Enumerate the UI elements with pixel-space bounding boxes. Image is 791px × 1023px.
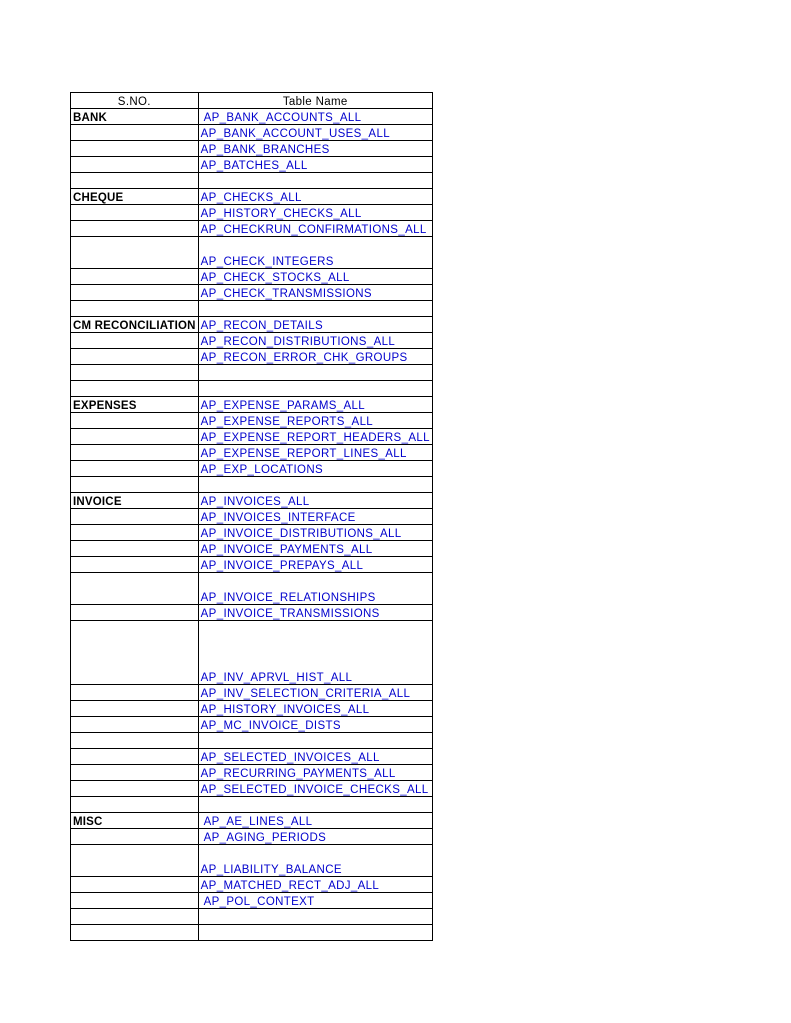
table-name-cell: AP_EXP_LOCATIONS — [198, 461, 432, 477]
table-row — [71, 685, 433, 701]
table-row — [71, 845, 433, 877]
section-cell — [71, 557, 199, 573]
section-cell — [71, 685, 199, 701]
section-cell — [71, 909, 199, 925]
table-name-cell: AP_RECON_ERROR_CHK_GROUPS — [198, 349, 432, 365]
table-row — [71, 157, 433, 173]
table-row — [71, 893, 433, 909]
table-name-header: Table Name — [198, 93, 432, 109]
section-cell — [71, 509, 199, 525]
section-cell — [71, 733, 199, 749]
table-row — [71, 557, 433, 573]
table-row — [71, 573, 433, 605]
table-name-cell — [198, 301, 432, 317]
section-cell — [71, 701, 199, 717]
sno-header: S.NO. — [71, 93, 199, 109]
table-row — [71, 493, 433, 509]
table-name-cell: AP_LIABILITY_BALANCE — [198, 845, 432, 877]
table-row — [71, 925, 433, 941]
section-cell — [71, 877, 199, 893]
section-cell — [71, 525, 199, 541]
table-name-cell: AP_MC_INVOICE_DISTS — [198, 717, 432, 733]
table-name-cell: AP_INV_SELECTION_CRITERIA_ALL — [198, 685, 432, 701]
table-row — [71, 829, 433, 845]
table-row — [71, 365, 433, 381]
table-name-cell: AP_POL_CONTEXT — [198, 893, 432, 909]
table-row — [71, 429, 433, 445]
table-row — [71, 797, 433, 813]
section-cell — [71, 429, 199, 445]
table-name-cell: AP_AGING_PERIODS — [198, 829, 432, 845]
section-cell — [71, 365, 199, 381]
table-row — [71, 813, 433, 829]
table-name-cell: AP_BANK_ACCOUNT_USES_ALL — [198, 125, 432, 141]
table-name-cell: AP_BATCHES_ALL — [198, 157, 432, 173]
section-cell — [71, 621, 199, 685]
table-row — [71, 909, 433, 925]
table-row — [71, 717, 433, 733]
table-row — [71, 141, 433, 157]
table-row — [71, 701, 433, 717]
table-row — [71, 205, 433, 221]
table-row — [71, 525, 433, 541]
section-cell — [71, 413, 199, 429]
table-row — [71, 781, 433, 797]
table-row — [71, 765, 433, 781]
table-name-cell — [198, 909, 432, 925]
section-cell — [71, 925, 199, 941]
table-row — [71, 605, 433, 621]
table-name-cell — [198, 733, 432, 749]
table-row — [71, 509, 433, 525]
section-cell — [71, 477, 199, 493]
section-cell: EXPENSES — [71, 397, 199, 413]
table-name-cell — [198, 173, 432, 189]
section-cell — [71, 349, 199, 365]
table-row — [71, 461, 433, 477]
table-name-cell: AP_RECURRING_PAYMENTS_ALL — [198, 765, 432, 781]
section-cell — [71, 445, 199, 461]
table-name-cell: AP_EXPENSE_REPORTS_ALL — [198, 413, 432, 429]
section-cell — [71, 765, 199, 781]
table-name-cell: AP_INVOICE_PREPAYS_ALL — [198, 557, 432, 573]
section-cell — [71, 845, 199, 877]
table-name-cell: AP_INV_APRVL_HIST_ALL — [198, 621, 432, 685]
section-cell — [71, 381, 199, 397]
section-cell — [71, 285, 199, 301]
table-name-cell: AP_INVOICE_PAYMENTS_ALL — [198, 541, 432, 557]
table-row — [71, 173, 433, 189]
section-cell — [71, 221, 199, 237]
section-cell: BANK — [71, 109, 199, 125]
section-cell — [71, 237, 199, 269]
table-name-cell: AP_HISTORY_CHECKS_ALL — [198, 205, 432, 221]
section-cell — [71, 301, 199, 317]
table-body — [71, 109, 433, 941]
table-name-cell — [198, 797, 432, 813]
table-name-cell — [198, 477, 432, 493]
table-name-cell: AP_INVOICES_ALL — [198, 493, 432, 509]
table-row — [71, 621, 433, 685]
table-row — [71, 269, 433, 285]
table-row — [71, 109, 433, 125]
table-name-cell: AP_CHECKRUN_CONFIRMATIONS_ALL — [198, 221, 432, 237]
section-cell — [71, 781, 199, 797]
table-row — [71, 189, 433, 205]
table-name-cell — [198, 925, 432, 941]
table-name-cell: AP_INVOICE_RELATIONSHIPS — [198, 573, 432, 605]
section-cell: INVOICE — [71, 493, 199, 509]
table-name-cell: AP_INVOICES_INTERFACE — [198, 509, 432, 525]
table-row — [71, 285, 433, 301]
section-cell: CM RECONCILIATION — [71, 317, 199, 333]
table-name-cell: AP_CHECKS_ALL — [198, 189, 432, 205]
table-row — [71, 221, 433, 237]
table-name-cell: AP_CHECK_INTEGERS — [198, 237, 432, 269]
section-cell — [71, 541, 199, 557]
table-name-cell: AP_RECON_DISTRIBUTIONS_ALL — [198, 333, 432, 349]
section-cell — [71, 893, 199, 909]
section-cell — [71, 141, 199, 157]
section-cell — [71, 573, 199, 605]
section-cell — [71, 269, 199, 285]
table-row — [71, 749, 433, 765]
table-name-cell: AP_MATCHED_RECT_ADJ_ALL — [198, 877, 432, 893]
table-row — [71, 125, 433, 141]
table-name-cell: AP_CHECK_TRANSMISSIONS — [198, 285, 432, 301]
table-name-cell: AP_AE_LINES_ALL — [198, 813, 432, 829]
section-cell: CHEQUE — [71, 189, 199, 205]
table-row — [71, 397, 433, 413]
section-cell — [71, 333, 199, 349]
table-row — [71, 477, 433, 493]
table-name-cell: AP_SELECTED_INVOICE_CHECKS_ALL — [198, 781, 432, 797]
table-row — [71, 877, 433, 893]
table-row — [71, 349, 433, 365]
table-list — [70, 92, 433, 941]
table-row — [71, 445, 433, 461]
table-row — [71, 381, 433, 397]
section-cell — [71, 205, 199, 221]
table-name-cell — [198, 381, 432, 397]
table-name-cell: AP_HISTORY_INVOICES_ALL — [198, 701, 432, 717]
header-row — [71, 93, 433, 109]
section-cell — [71, 157, 199, 173]
table-row — [71, 301, 433, 317]
table-row — [71, 237, 433, 269]
table-name-cell: AP_SELECTED_INVOICES_ALL — [198, 749, 432, 765]
section-cell — [71, 125, 199, 141]
section-cell — [71, 749, 199, 765]
section-cell — [71, 717, 199, 733]
section-cell — [71, 797, 199, 813]
table-row — [71, 413, 433, 429]
table-name-cell: AP_BANK_ACCOUNTS_ALL — [198, 109, 432, 125]
section-cell — [71, 829, 199, 845]
table-name-cell: AP_EXPENSE_PARAMS_ALL — [198, 397, 432, 413]
table-name-cell: AP_INVOICE_DISTRIBUTIONS_ALL — [198, 525, 432, 541]
section-cell — [71, 461, 199, 477]
table-name-cell: AP_CHECK_STOCKS_ALL — [198, 269, 432, 285]
table-name-cell: AP_EXPENSE_REPORT_HEADERS_ALL — [198, 429, 432, 445]
table-row — [71, 317, 433, 333]
table-row — [71, 541, 433, 557]
table-name-cell: AP_EXPENSE_REPORT_LINES_ALL — [198, 445, 432, 461]
section-cell: MISC — [71, 813, 199, 829]
table-row — [71, 333, 433, 349]
table-name-cell — [198, 365, 432, 381]
section-cell — [71, 173, 199, 189]
table-row — [71, 733, 433, 749]
table-name-cell: AP_INVOICE_TRANSMISSIONS — [198, 605, 432, 621]
table-name-cell: AP_RECON_DETAILS — [198, 317, 432, 333]
section-cell — [71, 605, 199, 621]
table-name-cell: AP_BANK_BRANCHES — [198, 141, 432, 157]
